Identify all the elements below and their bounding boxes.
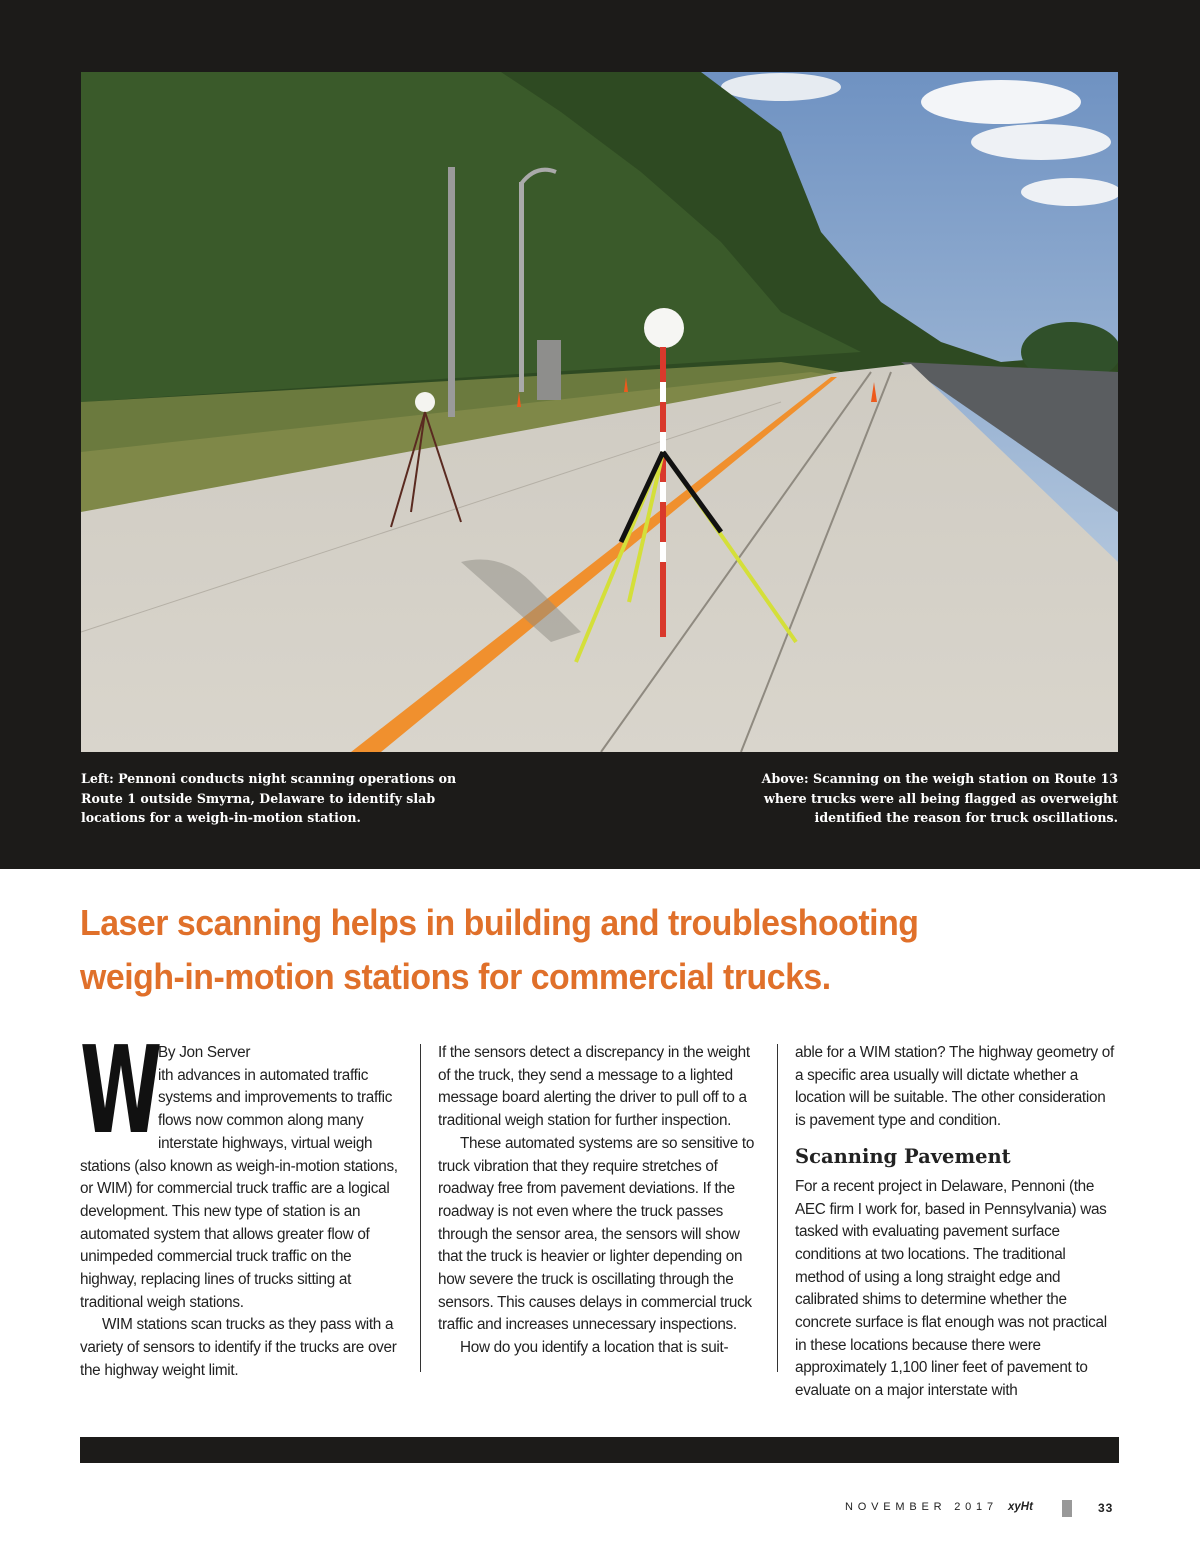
section-subhead: Scanning Pavement	[795, 1144, 1011, 1168]
lead-text: ith advances in automated traffic systems and improvements to traffic flows now common along many interstate highways, virtual weigh stations (also known as weigh-in-motion stations, or WIM) for commercial truck traffic are a logical development. This new type of station is an automated system that allows greater flow of unimpeded commercial truck traffic on the highway, replacing lines of trucks sitting at traditional weigh stations.	[80, 1066, 398, 1311]
drop-cap: W	[80, 1022, 162, 1161]
page-number: 33	[1098, 1501, 1114, 1515]
headline-line-1: Laser scanning helps in building and troubleshooting	[80, 902, 919, 943]
footer-divider-block	[1062, 1500, 1072, 1517]
footer-magazine-name: xyHt	[1008, 1501, 1033, 1513]
article-column-2	[438, 1042, 761, 1382]
byline: By Jon Server	[158, 1044, 251, 1061]
caption-left: Left: Pennoni conducts night scanning operations on Route 1 outside Smyrna, Delaware to identify slab locations for a weigh-in-motion station.	[81, 771, 457, 825]
paragraph: WIM stations scan trucks as they pass with a variety of sensors to identify if the trucks are over the highway weight limit.	[80, 1316, 397, 1379]
headline-line-2: weigh-in-motion stations for commercial trucks.	[80, 956, 831, 997]
column-divider	[777, 1044, 778, 1372]
weigh-station-photo	[81, 72, 1118, 752]
article-column-1	[80, 1022, 403, 1382]
paragraph: If the sensors detect a discrepancy in the weight of the truck, they send a message to a lighted message board alerting the driver to pull off to a traditional weigh station for further inspection.	[438, 1044, 750, 1130]
paragraph: How do you identify a location that is suit-	[460, 1339, 729, 1357]
article-column-3	[795, 1042, 1118, 1400]
paragraph: able for a WIM station? The highway geometry of a specific area usually will dictate whether a location will be suitable. The other consideration is pavement type and condition.	[795, 1044, 1114, 1130]
article-headline	[80, 896, 1058, 1004]
paragraph: These automated systems are so sensitive to truck vibration that they require stretches of roadway free from pavement deviations. If the roadway is not even where the truck passes through the sensor area, the sensors will show that the truck is heavier or lighter depending on how severe the truck is oscillating through the sensors. This causes delays in commercial truck traffic and increases unnecessary inspections.	[438, 1134, 755, 1334]
column-divider	[420, 1044, 421, 1372]
footer-date: NOVEMBER 2017	[845, 1501, 998, 1513]
bottom-bar	[80, 1437, 1119, 1463]
paragraph: For a recent project in Delaware, Pennoni (the AEC firm I work for, based in Pennsylvania) was tasked with evaluating pavement surface conditions at two locations. The traditional method of using a long straight edge and calibrated shims to determine whether the concrete surface is flat enough was not practical in these locations because there were approximately 1,100 liner feet of pavement to evaluate on a major interstate with	[795, 1177, 1107, 1400]
caption-right: Above: Scanning on the weigh station on Route 13 where trucks were all being flagged as overweight identified the reason for truck oscillations.	[761, 771, 1118, 825]
